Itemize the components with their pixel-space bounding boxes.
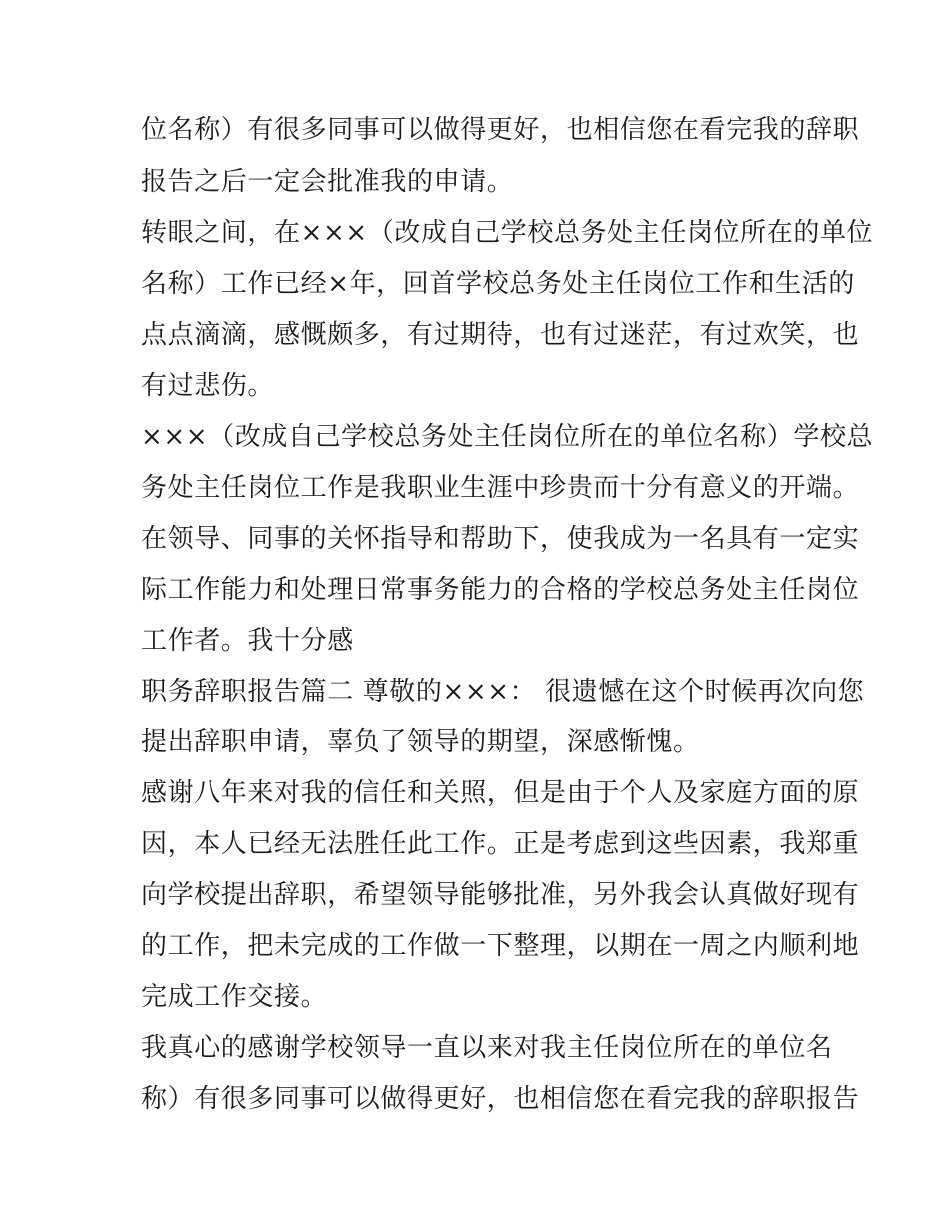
- text-line-12: 职务辞职报告篇二 尊敬的×××： 很遗憾在这个时候再次向您: [141, 677, 865, 707]
- text-line-5: 点点滴滴，感慨颇多，有过期待，也有过迷茫，有过欢笑，也: [141, 320, 860, 350]
- text-line-16: 向学校提出辞职，希望领导能够批准，另外我会认真做好现有: [141, 880, 860, 910]
- text-line-20: 称）有很多同事可以做得更好，也相信您在看完我的辞职报告: [141, 1084, 860, 1114]
- text-line-13: 提出辞职申请，辜负了领导的期望，深感惭愧。: [141, 727, 700, 757]
- text-line-8: 务处主任岗位工作是我职业生涯中珍贵而十分有意义的开端。: [141, 473, 860, 503]
- text-line-4: 名称）工作已经×年，回首学校总务处主任岗位工作和生活的: [141, 269, 855, 299]
- text-line-14: 感谢八年来对我的信任和关照，但是由于个人及家庭方面的原: [141, 778, 860, 808]
- text-line-18: 完成工作交接。: [141, 982, 328, 1012]
- text-line-7: ×××（改成自己学校总务处主任岗位所在的单位名称）学校总: [141, 422, 874, 452]
- text-line-15: 因，本人已经无法胜任此工作。正是考虑到这些因素，我郑重: [141, 829, 860, 859]
- text-line-17: 的工作，把未完成的工作做一下整理，以期在一周之内顺利地: [141, 931, 860, 961]
- text-line-11: 工作者。我十分感: [141, 626, 354, 656]
- text-line-1: 位名称）有很多同事可以做得更好，也相信您在看完我的辞职: [141, 115, 860, 145]
- text-line-10: 际工作能力和处理日常事务能力的合格的学校总务处主任岗位: [141, 575, 860, 605]
- text-line-19: 我真心的感谢学校领导一直以来对我主任岗位所在的单位名: [141, 1033, 833, 1063]
- text-line-3: 转眼之间，在×××（改成自己学校总务处主任岗位所在的单位: [141, 218, 874, 248]
- text-line-2: 报告之后一定会批准我的申请。: [141, 167, 514, 197]
- text-line-9: 在领导、同事的关怀指导和帮助下，使我成为一名具有一定实: [141, 524, 860, 554]
- text-line-6: 有过悲伤。: [141, 371, 275, 401]
